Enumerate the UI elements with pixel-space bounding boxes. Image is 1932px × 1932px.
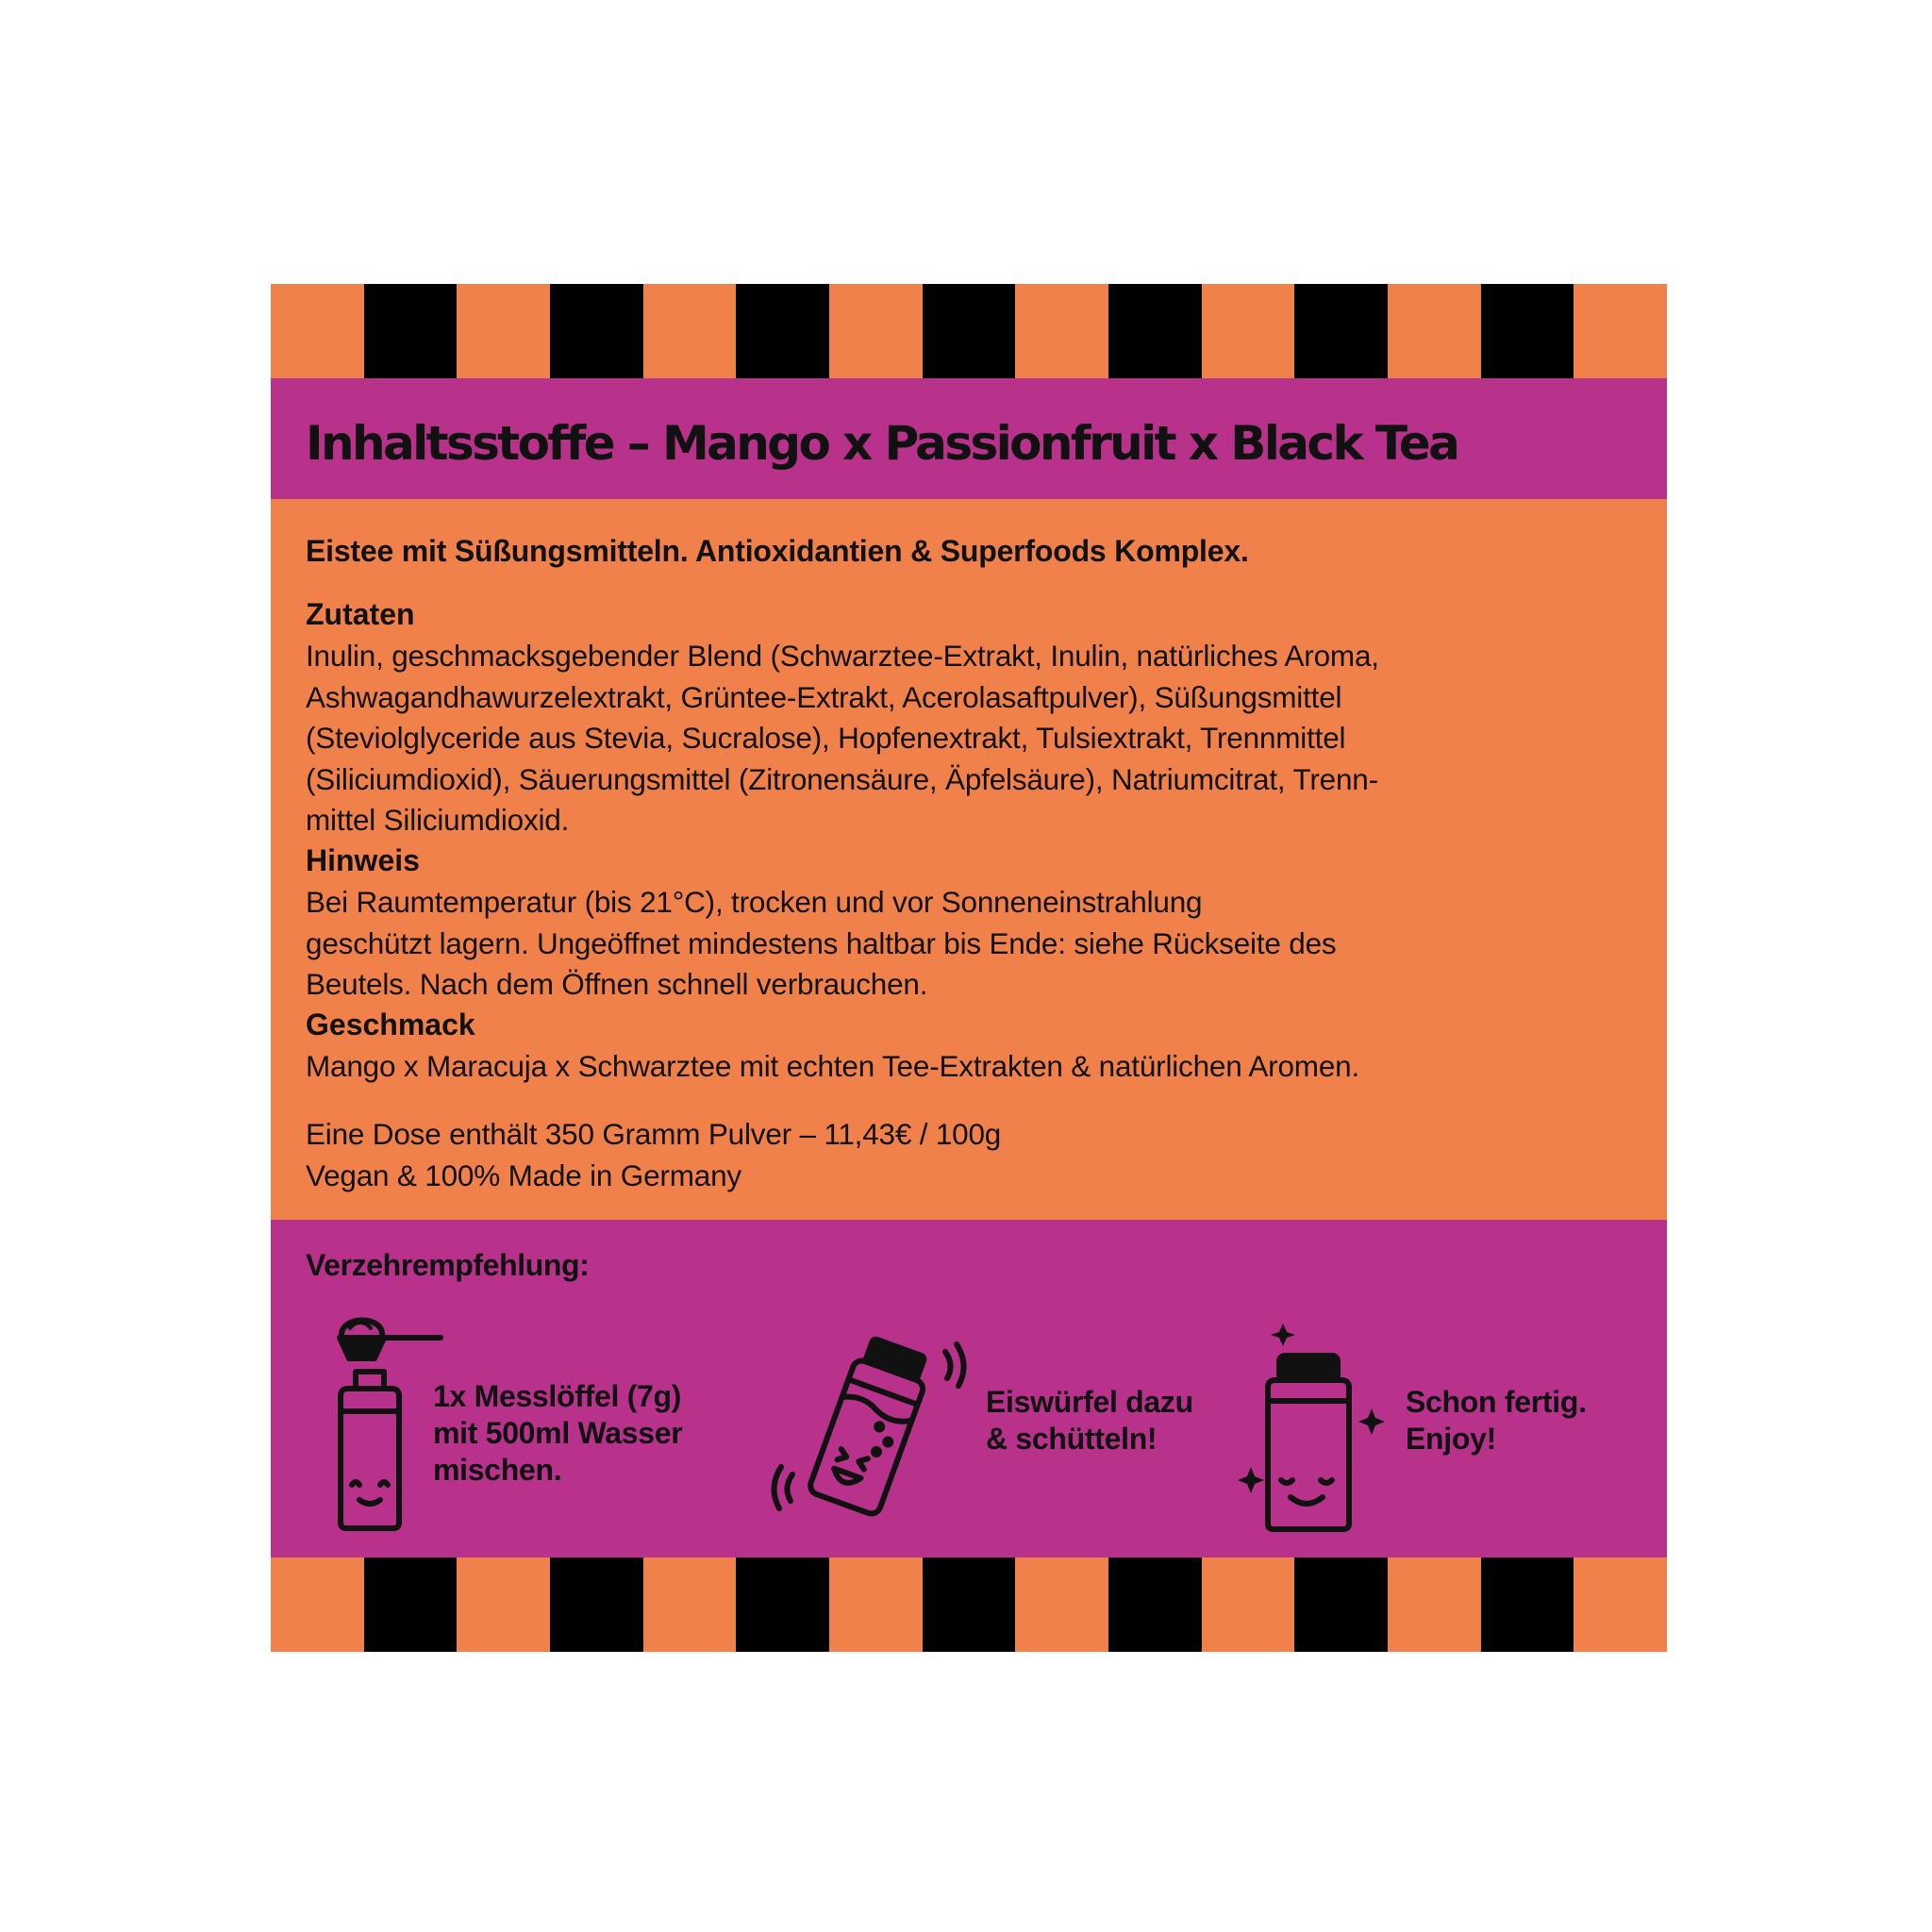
ingredients-line: mittel Siliciumdioxid.: [306, 803, 570, 837]
taste-text: Mango x Maracuja x Schwarztee mit echten Tee-Extrakten & natürlichen Aromen.: [306, 1049, 1360, 1083]
nutrition-label-card: [271, 284, 1667, 1652]
ingredients-section: [271, 499, 1667, 1220]
serving-heading: Verzehrempfehlung:: [306, 1248, 590, 1282]
sparkling-bottle-icon: [1238, 1324, 1389, 1536]
top-stripe-border: [271, 284, 1667, 378]
ingredients-heading: Zutaten: [306, 597, 415, 631]
ingredients-line: (Steviolglyceride aus Stevia, Sucralose), Hopfenextrakt, Tulsiextrakt, Trennmittel: [306, 721, 1346, 755]
ingredients-line: Inulin, geschmacksgebender Blend (Schwarztee-Extrakt, Inulin, natürliches Aroma,: [306, 639, 1379, 673]
step-shake-text: Eiswürfel dazu & schütteln!: [986, 1385, 1193, 1456]
step-scoop-text: 1x Messlöffel (7g) mit 500ml Wasser mischen.: [433, 1379, 683, 1487]
note-line: Bei Raumtemperatur (bis 21°C), trocken und vor Sonneneinstrahlung: [306, 885, 1203, 919]
title-band: [271, 378, 1667, 499]
product-description: Eistee mit Süßungsmitteln. Antioxidantien & Superfoods Komplex.: [306, 534, 1249, 568]
note-heading: Hinweis: [306, 843, 420, 877]
taste-heading: Geschmack: [306, 1008, 475, 1041]
bottom-stripe-border: [271, 1557, 1667, 1652]
page-title: Inhaltsstoffe – Mango x Passionfruit x Black Tea: [306, 416, 1458, 471]
origin-text: Vegan & 100% Made in Germany: [306, 1158, 741, 1192]
serving-instructions-section: [271, 1220, 1667, 1557]
note-line: Beutels. Nach dem Öffnen schnell verbrauchen.: [306, 967, 928, 1001]
content-amount-text: Eine Dose enthält 350 Gramm Pulver – 11,43€ / 100g: [306, 1117, 1002, 1151]
shaking-bottle-icon: [766, 1333, 974, 1531]
ingredients-line: (Siliciumdioxid), Säuerungsmittel (Zitronensäure, Äpfelsäure), Natriumcitrat, Trenn-: [306, 761, 1378, 796]
step-done-text: Schon fertig. Enjoy!: [1406, 1385, 1587, 1456]
ingredients-line: Ashwagandhawurzelextrakt, Grüntee-Extrakt, Acerolasaftpulver), Süßungsmittel: [306, 679, 1342, 714]
note-line: geschützt lagern. Ungeöffnet mindestens haltbar bis Ende: siehe Rückseite des: [306, 925, 1337, 960]
